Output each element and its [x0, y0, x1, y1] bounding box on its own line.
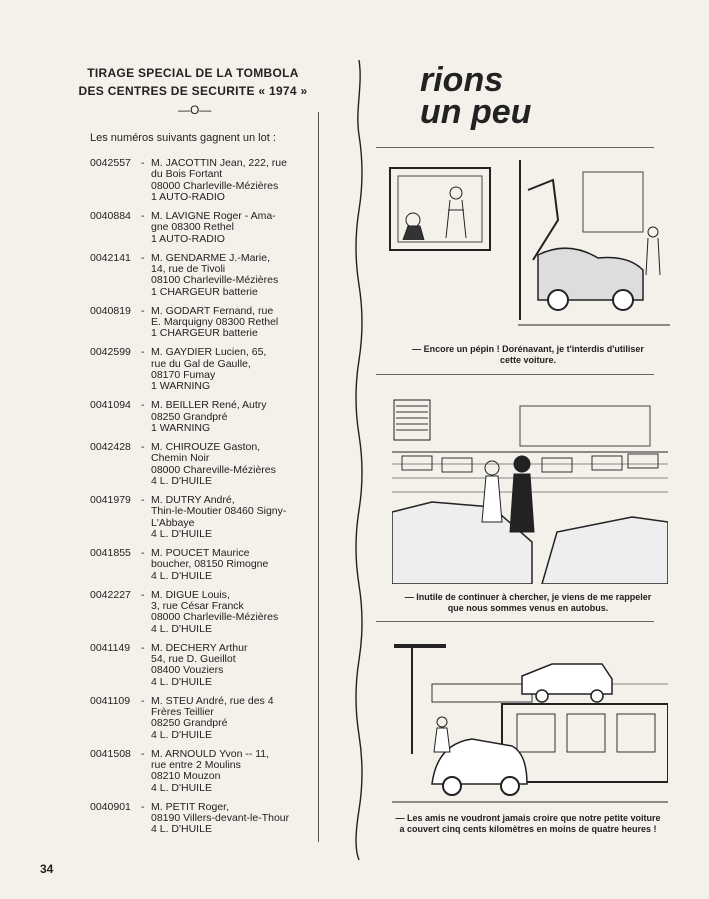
winner-details: [151, 696, 314, 742]
ticket-number: 0041979: [90, 493, 131, 506]
winner-details: [151, 590, 314, 636]
winner-entry: [90, 400, 314, 434]
ticket-number: 0042428: [90, 440, 131, 453]
caption-2: [380, 592, 676, 614]
winner-detail-line: 1 AUTO-RADIO: [151, 191, 225, 204]
winner-detail-line: Chemin Noir: [151, 452, 210, 465]
caption-2-line2: que nous sommes venus en autobus.: [447, 603, 609, 613]
cartoon-car-transporter-illustration: [392, 634, 668, 806]
winner-detail-line: 08250 Grandpré: [151, 410, 228, 423]
winner-details: [151, 643, 314, 689]
winner-detail-line: 08210 Mouzon: [151, 770, 221, 783]
winner-detail-line: M. CHIROUZE Gaston,: [151, 440, 261, 453]
humor-heading-line1: rions: [420, 61, 504, 99]
winner-detail-line: M. POUCET Maurice: [151, 546, 250, 559]
winner-entry: [90, 548, 314, 582]
rule-1: [376, 147, 654, 148]
entry-dash: -: [141, 346, 145, 359]
winner-detail-line: 08000 Chareville-Mézières: [151, 463, 276, 476]
winner-detail-line: M. DECHERY Arthur: [151, 641, 248, 654]
caption-3-line1: — Les amis ne voudront jamais croire que notre petite voiture: [395, 813, 661, 823]
winner-detail-line: 1 WARNING: [151, 422, 211, 435]
winner-detail-line: 4 L. D'HUILE: [151, 528, 212, 541]
winner-detail-line: Thin-le-Moutier 08460 Signy-: [151, 505, 287, 518]
caption-1: [380, 344, 676, 366]
raffle-title: [62, 64, 324, 100]
cartoon-garage-illustration: [388, 160, 670, 335]
winner-entry: [90, 442, 314, 488]
winner-detail-line: 4 L. D'HUILE: [151, 622, 212, 635]
winner-details: [151, 495, 314, 541]
entry-dash: -: [141, 251, 145, 264]
winner-detail-line: 08250 Grandpré: [151, 717, 228, 730]
entry-dash: -: [141, 440, 145, 453]
winner-detail-line: 14, rue de Tivoli: [151, 263, 226, 276]
winner-detail-line: M. GENDARME J.-Marie,: [151, 251, 271, 264]
ticket-number: 0041109: [90, 694, 131, 707]
ticket-number: 0042599: [90, 346, 131, 359]
page-number: 34: [40, 862, 54, 876]
winner-detail-line: 1 CHARGEUR batterie: [151, 327, 258, 340]
winner-details: [151, 253, 314, 299]
winner-entry: [90, 253, 314, 299]
winner-detail-line: E. Marquigny 08300 Rethel: [151, 316, 279, 329]
winner-detail-line: 4 L. D'HUILE: [151, 823, 212, 836]
winner-detail-line: rue du Gal de Gaulle,: [151, 357, 251, 370]
winner-detail-line: 08000 Charleville-Mézières: [151, 179, 279, 192]
winner-detail-line: 08190 Villers-devant-le-Thour: [151, 811, 290, 824]
entry-dash: -: [141, 157, 145, 169]
winner-detail-line: boucher, 08150 Rimogne: [151, 558, 269, 571]
entry-dash: -: [141, 747, 145, 760]
raffle-title-line1: TIRAGE SPECIAL DE LA TOMBOLA: [87, 66, 299, 80]
winner-detail-line: M. DUTRY André,: [151, 493, 235, 506]
ticket-number: 0042227: [90, 588, 131, 601]
winner-entry: [90, 495, 314, 541]
ticket-number: 0042557: [90, 157, 131, 169]
winner-details: [151, 306, 314, 340]
entry-dash: -: [141, 304, 145, 317]
winner-detail-line: 1 WARNING: [151, 380, 211, 393]
winner-detail-line: 08000 Charleville-Mézières: [151, 611, 279, 624]
winner-entry: [90, 211, 314, 245]
winner-details: [151, 158, 314, 204]
ticket-number: 0040884: [90, 210, 131, 223]
caption-3: [380, 813, 676, 835]
winner-entry: [90, 158, 314, 204]
winner-details: [151, 802, 314, 836]
winner-detail-line: 4 L. D'HUILE: [151, 475, 212, 488]
winner-entry: [90, 590, 314, 636]
winner-detail-line: du Bois Fortant: [151, 168, 223, 181]
winner-detail-line: M. BEILLER René, Autry: [151, 399, 267, 412]
winner-detail-line: rue entre 2 Moulins: [151, 758, 241, 771]
winner-detail-line: 1 CHARGEUR batterie: [151, 285, 258, 298]
winner-detail-line: 08400 Vouziers: [151, 664, 224, 677]
winner-detail-line: 4 L. D'HUILE: [151, 675, 212, 688]
rule-3: [376, 621, 654, 622]
humor-heading-line2: un peu: [420, 93, 532, 131]
winner-entry: [90, 802, 314, 836]
ticket-number: 0041149: [90, 641, 131, 654]
winner-entry: [90, 306, 314, 340]
winner-detail-line: M. STEU André, rue des 4: [151, 694, 274, 707]
entry-dash: -: [141, 546, 145, 559]
winner-entry: [90, 749, 314, 795]
winner-details: [151, 442, 314, 488]
entry-dash: -: [141, 588, 145, 601]
winner-detail-line: 08100 Charleville-Mézières: [151, 274, 279, 287]
winner-entry: [90, 643, 314, 689]
winner-detail-line: M. LAVIGNE Roger - Ama-: [151, 210, 276, 223]
winner-detail-line: 1 AUTO-RADIO: [151, 232, 225, 245]
entry-dash: -: [141, 641, 145, 654]
winner-details: [151, 749, 314, 795]
entry-dash: -: [141, 210, 145, 223]
winner-detail-line: M. GODART Fernand, rue: [151, 304, 274, 317]
winner-detail-line: M. DIGUE Louis,: [151, 588, 230, 601]
winner-detail-line: M. ARNOULD Yvon -- 11,: [151, 747, 270, 760]
winner-entry: [90, 696, 314, 742]
caption-1-line1: — Encore un pépin ! Dorénavant, je t'interdis d'utiliser: [412, 344, 644, 354]
ticket-number: 0041855: [90, 546, 131, 559]
entry-dash: -: [141, 694, 145, 707]
winner-detail-line: 4 L. D'HUILE: [151, 728, 212, 741]
winner-detail-line: M. PETIT Roger,: [151, 800, 229, 813]
wavy-divider: [352, 60, 366, 860]
winner-details: [151, 548, 314, 582]
entry-dash: -: [141, 399, 145, 412]
winner-details: [151, 211, 314, 245]
winner-detail-line: Frères Teillier: [151, 705, 214, 718]
winner-detail-line: 3, rue César Franck: [151, 599, 244, 612]
rule-2: [376, 374, 654, 375]
ticket-number: 0041508: [90, 747, 131, 760]
separator: —O—: [178, 103, 212, 117]
winner-entry: [90, 347, 314, 393]
ticket-number: 0040819: [90, 304, 131, 317]
winner-details: [151, 347, 314, 393]
winner-detail-line: 4 L. D'HUILE: [151, 781, 212, 794]
entry-dash: -: [141, 800, 145, 813]
winner-detail-line: 4 L. D'HUILE: [151, 569, 212, 582]
winner-detail-line: M. JACOTTIN Jean, 222, rue: [151, 157, 287, 169]
winner-detail-line: gne 08300 Rethel: [151, 221, 234, 234]
winner-detail-line: 54, rue D. Gueillot: [151, 652, 236, 665]
winner-details: [151, 400, 314, 434]
ticket-number: 0040901: [90, 800, 131, 813]
winner-detail-line: M. GAYDIER Lucien, 65,: [151, 346, 267, 359]
caption-3-line2: a couvert cinq cents kilomètres en moins de quatre heures !: [399, 824, 657, 834]
intro-text: Les numéros suivants gagnent un lot :: [90, 132, 276, 144]
winner-detail-line: L'Abbaye: [151, 516, 195, 529]
ticket-number: 0042141: [90, 251, 131, 264]
ticket-number: 0041094: [90, 399, 131, 412]
column-rule: [318, 112, 319, 842]
cartoon-parking-lot-illustration: [392, 392, 668, 584]
raffle-title-line2: DES CENTRES DE SECURITE « 1974 »: [78, 84, 308, 98]
winners-list: [90, 158, 314, 843]
winner-detail-line: 08170 Fumay: [151, 369, 216, 382]
entry-dash: -: [141, 493, 145, 506]
humor-heading: [420, 61, 532, 131]
caption-1-line2: cette voiture.: [499, 355, 557, 365]
caption-2-line1: — Inutile de continuer à chercher, je viens de me rappeler: [404, 592, 652, 602]
